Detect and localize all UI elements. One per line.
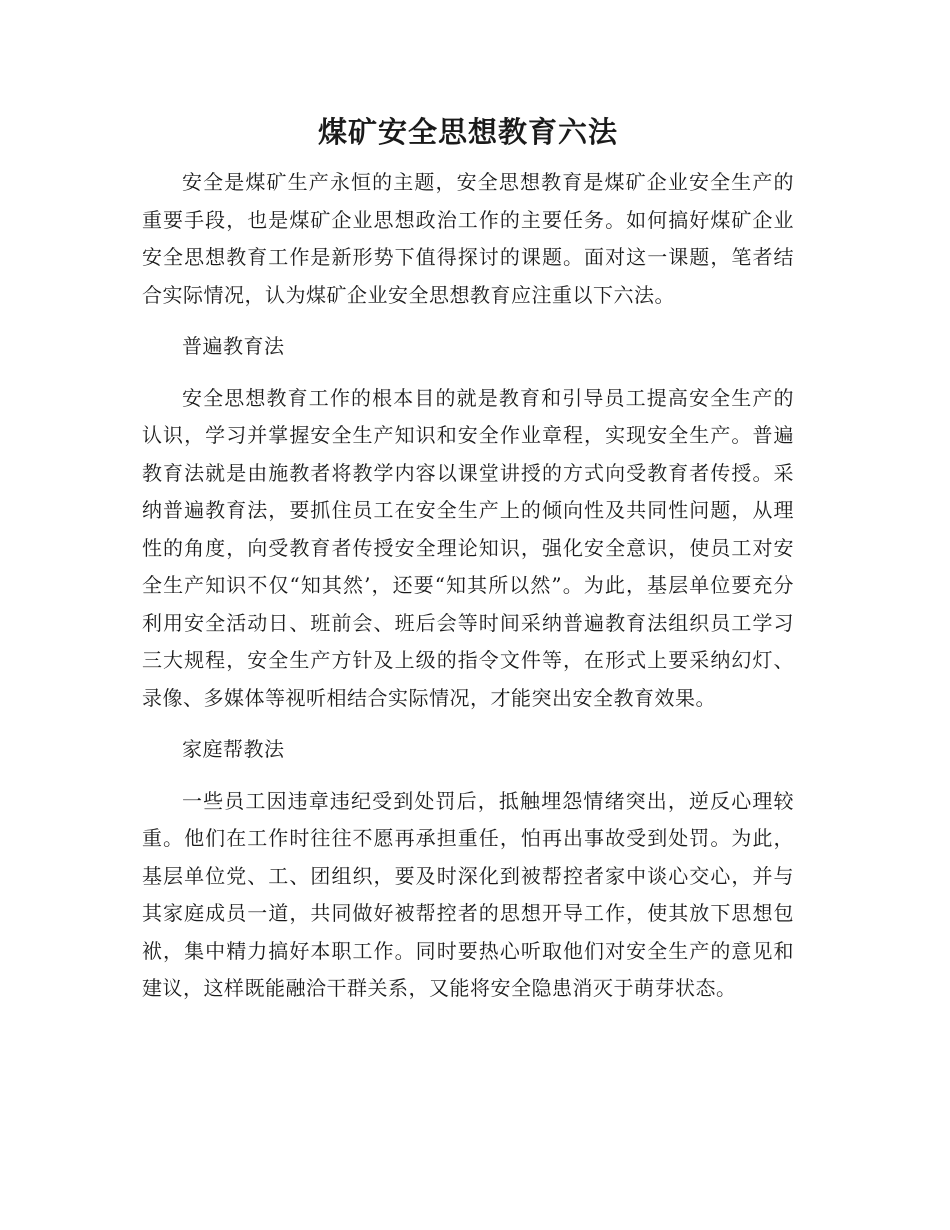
- section-body-family-help: 一些员工因违章违纪受到处罚后，抵触埋怨情绪突出，逆反心理较重。他们在工作时往往不愿再承担重任，怕再出事故受到处罚。为此，基层单位党、工、团组织，要及时深化到被帮控者家中谈心交心，并与其家庭成员一道，共同做好被帮控者的思想开导工作，使其放下思想包袱，集中精力搞好本职工作。同时要热心听取他们对安全生产的意见和建议，这样既能融洽干群关系，又能将安全隐患消灭于萌芽状态。: [142, 788, 794, 1000]
- section-heading-universal-education: 普遍教育法: [182, 334, 285, 358]
- document-page: [142, 110, 794, 1008]
- section-body-universal-education: 安全思想教育工作的根本目的就是教育和引导员工提高安全生产的认识，学习并掌握安全生产知识和安全作业章程，实现安全生产。普遍教育法就是由施教者将教学内容以课堂讲授的方式向受教育者传授。采纳普遍教育法，要抓住员工在安全生产上的倾向性及共同性问题，从理性的角度，向受教育者传授安全理论知识，强化安全意识，使员工对安全生产知识不仅“知其然’，还要“知其所以然”。为此，基层单位要充分利用安全活动日、班前会、班后会等时间采纳普遍教育法组织员工学习三大规程，安全生产方针及上级的指令文件等，在形式上要采纳幻灯、录像、多媒体等视听相结合实际情况，才能突出安全教育效果。: [142, 385, 794, 710]
- section-heading-family-help: 家庭帮教法: [182, 737, 285, 761]
- intro-paragraph: 安全是煤矿生产永恒的主题，安全思想教育是煤矿企业安全生产的重要手段，也是煤矿企业思想政治工作的主要任务。如何搞好煤矿企业安全思想教育工作是新形势下值得探讨的课题。面对这一课题，笔者结合实际情况，认为煤矿企业安全思想教育应注重以下六法。: [142, 170, 794, 307]
- document-title: 煤矿安全思想教育六法: [317, 115, 618, 149]
